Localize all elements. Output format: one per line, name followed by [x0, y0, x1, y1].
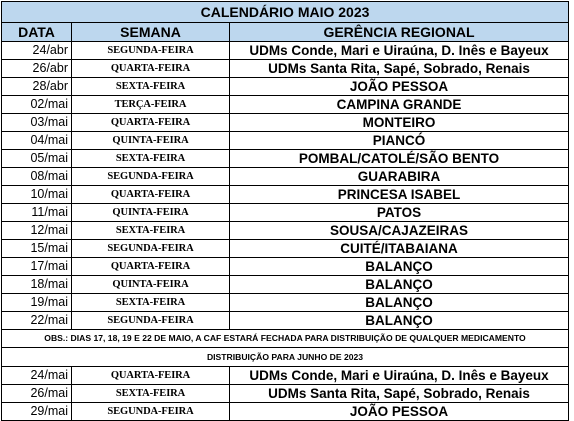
header-region: GERÊNCIA REGIONAL — [230, 23, 569, 42]
cell-date: 12/mai — [2, 222, 72, 240]
cell-date: 24/abr — [2, 42, 72, 60]
cell-date: 05/mai — [2, 150, 72, 168]
calendar-title: CALENDÁRIO MAIO 2023 — [2, 2, 569, 23]
cell-region: GUARABIRA — [230, 168, 569, 186]
table-row — [2, 78, 569, 96]
cell-weekday: SEGUNDA-FEIRA — [72, 312, 230, 330]
cell-date: 02/mai — [2, 96, 72, 114]
table-row — [2, 42, 569, 60]
cell-weekday: SEXTA-FEIRA — [72, 150, 230, 168]
header-date: DATA — [2, 23, 72, 42]
cell-region: BALANÇO — [230, 258, 569, 276]
cell-date: 29/mai — [2, 403, 72, 421]
header-weekday: SEMANA — [72, 23, 230, 42]
cell-weekday: SEGUNDA-FEIRA — [72, 42, 230, 60]
cell-date: 19/mai — [2, 294, 72, 312]
table-row — [2, 150, 569, 168]
table-row — [2, 312, 569, 330]
cell-weekday: QUARTA-FEIRA — [72, 186, 230, 204]
table-row — [2, 96, 569, 114]
cell-date: 04/mai — [2, 132, 72, 150]
cell-date: 26/abr — [2, 60, 72, 78]
cell-date: 08/mai — [2, 168, 72, 186]
title-row — [2, 2, 569, 23]
cell-date: 03/mai — [2, 114, 72, 132]
cell-weekday: QUARTA-FEIRA — [72, 60, 230, 78]
cell-date: 11/mai — [2, 204, 72, 222]
cell-weekday: QUINTA-FEIRA — [72, 204, 230, 222]
cell-region: UDMs Santa Rita, Sapé, Sobrado, Renais — [230, 385, 569, 403]
cell-region: PIANCÓ — [230, 132, 569, 150]
cell-region: UDMs Santa Rita, Sapé, Sobrado, Renais — [230, 60, 569, 78]
cell-region: JOÃO PESSOA — [230, 78, 569, 96]
cell-region: PATOS — [230, 204, 569, 222]
cell-weekday: SEGUNDA-FEIRA — [72, 403, 230, 421]
table-row — [2, 385, 569, 403]
cell-date: 22/mai — [2, 312, 72, 330]
cell-region: MONTEIRO — [230, 114, 569, 132]
cell-date: 17/mai — [2, 258, 72, 276]
cell-weekday: SEGUNDA-FEIRA — [72, 240, 230, 258]
cell-date: 26/mai — [2, 385, 72, 403]
cell-weekday: SEXTA-FEIRA — [72, 294, 230, 312]
cell-region: SOUSA/CAJAZEIRAS — [230, 222, 569, 240]
table-row — [2, 403, 569, 421]
cell-region: BALANÇO — [230, 294, 569, 312]
table-row — [2, 114, 569, 132]
cell-date: 24/mai — [2, 367, 72, 385]
cell-region: JOÃO PESSOA — [230, 403, 569, 421]
cell-region: BALANÇO — [230, 312, 569, 330]
table-row — [2, 60, 569, 78]
cell-weekday: QUARTA-FEIRA — [72, 114, 230, 132]
cell-date: 18/mai — [2, 276, 72, 294]
cell-weekday: QUARTA-FEIRA — [72, 367, 230, 385]
table-row — [2, 204, 569, 222]
table-row — [2, 186, 569, 204]
table-row — [2, 367, 569, 385]
table-row — [2, 276, 569, 294]
cell-weekday: SEXTA-FEIRA — [72, 385, 230, 403]
cell-weekday: SEXTA-FEIRA — [72, 222, 230, 240]
table-row — [2, 168, 569, 186]
table-row — [2, 240, 569, 258]
cell-region: CUITÉ/ITABAIANA — [230, 240, 569, 258]
cell-region: UDMs Conde, Mari e Uiraúna, D. Inês e Bayeux — [230, 42, 569, 60]
cell-region: PRINCESA ISABEL — [230, 186, 569, 204]
table-row — [2, 294, 569, 312]
cell-weekday: SEXTA-FEIRA — [72, 78, 230, 96]
cell-region: BALANÇO — [230, 276, 569, 294]
cell-weekday: SEGUNDA-FEIRA — [72, 168, 230, 186]
cell-date: 10/mai — [2, 186, 72, 204]
table-row — [2, 132, 569, 150]
cell-weekday: QUINTA-FEIRA — [72, 276, 230, 294]
cell-weekday: TERÇA-FEIRA — [72, 96, 230, 114]
calendar-table — [1, 1, 569, 421]
june-distribution-title: DISTRIBUIÇÃO PARA JUNHO DE 2023 — [2, 348, 569, 367]
table-row — [2, 222, 569, 240]
june-title-row — [2, 348, 569, 367]
cell-date: 28/abr — [2, 78, 72, 96]
table-row — [2, 258, 569, 276]
cell-weekday: QUARTA-FEIRA — [72, 258, 230, 276]
note-row — [2, 330, 569, 348]
cell-region: UDMs Conde, Mari e Uiraúna, D. Inês e Bayeux — [230, 367, 569, 385]
header-row — [2, 23, 569, 42]
cell-region: POMBAL/CATOLÉ/SÃO BENTO — [230, 150, 569, 168]
cell-weekday: QUINTA-FEIRA — [72, 132, 230, 150]
cell-region: CAMPINA GRANDE — [230, 96, 569, 114]
cell-date: 15/mai — [2, 240, 72, 258]
closure-note: OBS.: DIAS 17, 18, 19 E 22 DE MAIO, A CAF ESTARÁ FECHADA PARA DISTRIBUIÇÃO DE QUALQUER MEDICAMENTO — [2, 330, 569, 348]
